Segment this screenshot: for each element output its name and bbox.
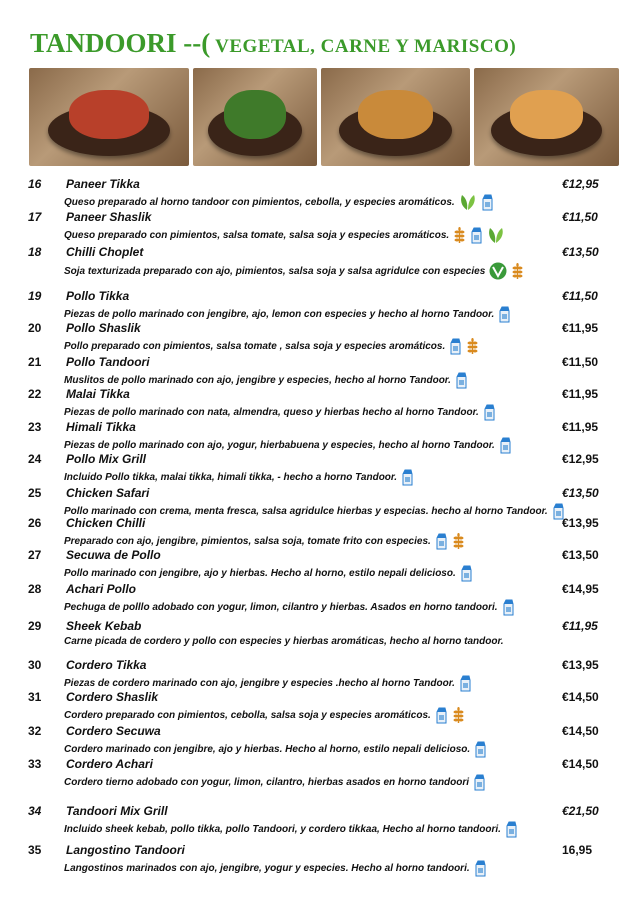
item-description [64, 707, 465, 724]
milk-icon [449, 338, 462, 355]
dish-photo-1 [29, 68, 189, 166]
item-description [64, 565, 473, 582]
item-description-text: Piezas de pollo marinado con nata, almendra, queso y hierbas hecho al horno Tandoor. [64, 407, 479, 418]
item-name: Sheek Kebab [66, 619, 142, 633]
item-description-text: Incluido sheek kebab, pollo tikka, pollo Tandoori, y cordero tikkaa, Hecho al horno tandoori. [64, 824, 501, 835]
item-description-text: Cordero preparado con pimientos, cebolla, salsa soja y especies aromáticos. [64, 710, 431, 721]
item-number: 31 [28, 690, 42, 704]
item-price: €13,95 [562, 516, 599, 530]
item-description-text: Carne picada de cordero y pollo con especies y hierbas aromáticas, hecho al horno tandoor. [64, 636, 504, 647]
item-description-text: Piezas de pollo marinado con ajo, yogur, hierbabuena y especies, hecho al horno Tandoor. [64, 440, 495, 451]
item-name: Secuwa de Pollo [66, 548, 161, 562]
item-name: Chicken Safari [66, 486, 150, 500]
dish-photo-3 [321, 68, 470, 166]
milk-icon [470, 227, 483, 244]
item-price: €21,50 [562, 804, 599, 818]
page-title [30, 28, 516, 59]
item-price: €11,50 [562, 210, 598, 224]
milk-icon [505, 821, 518, 838]
item-description [64, 821, 518, 838]
item-description [64, 404, 496, 421]
vegan-icon [489, 262, 507, 280]
milk-icon [401, 469, 414, 486]
item-number: 17 [28, 210, 42, 224]
item-number: 32 [28, 724, 42, 738]
item-name: Achari Pollo [66, 582, 137, 596]
title-main: TANDOORI --( [30, 28, 211, 58]
item-number: 33 [28, 757, 42, 771]
wheat-icon [452, 707, 465, 724]
item-number: 27 [28, 548, 42, 562]
item-price: €13,50 [562, 548, 599, 562]
milk-icon [483, 404, 496, 421]
milk-icon [473, 774, 486, 791]
item-price: €11,95 [562, 619, 598, 633]
item-name: Chilli Choplet [66, 245, 144, 259]
wheat-icon [511, 263, 524, 280]
item-name: Pollo Tikka [66, 289, 130, 303]
item-description-text: Pechuga de polllo adobado con yogur, limon, cilantro y hierbas. Asados en horno tandoori. [64, 602, 498, 613]
item-description [64, 599, 515, 616]
item-description-text: Queso preparado al horno tandoor con pimientos, cebolla, y especies aromáticos. [64, 197, 455, 208]
milk-icon [435, 533, 448, 550]
item-name: Cordero Shaslik [66, 690, 159, 704]
milk-icon [455, 372, 468, 389]
item-number: 30 [28, 658, 42, 672]
item-description [64, 338, 479, 355]
item-description [64, 469, 414, 486]
item-number: 34 [28, 804, 42, 818]
item-description-text: Langostinos marinados con ajo, jengibre, yogur y especies. Hecho al horno tandoori. [64, 863, 470, 874]
milk-icon [459, 675, 472, 692]
item-number: 23 [28, 420, 42, 434]
item-price: €11,95 [562, 420, 599, 434]
wheat-icon [466, 338, 479, 355]
item-description-text: Muslitos de pollo marinado con ajo, jengibre y especies, hecho al horno Tandoor. [64, 375, 451, 386]
item-name: Pollo Tandoori [66, 355, 150, 369]
item-number: 28 [28, 582, 42, 596]
item-description [64, 774, 486, 791]
item-number: 35 [28, 843, 42, 857]
item-name: Pollo Mix Grill [66, 452, 147, 466]
item-description-text: Queso preparado con pimientos, salsa tomate, salsa soja y especies aromáticos. [64, 230, 450, 241]
title-sub: VEGETAL, CARNE Y MARISCO) [210, 36, 517, 57]
item-number: 21 [28, 355, 42, 369]
item-number: 24 [28, 452, 42, 466]
item-price: €12,95 [562, 452, 599, 466]
dish-photo-4 [474, 68, 619, 166]
item-description-text: Pollo preparado con pimientos, salsa tomate , salsa soja y especies aromáticos. [64, 341, 446, 352]
item-number: 20 [28, 321, 42, 335]
item-number: 25 [28, 486, 42, 500]
item-price: €13,50 [562, 486, 599, 500]
item-description [64, 860, 487, 877]
milk-icon [481, 194, 494, 211]
item-price: 16,95 [562, 843, 593, 857]
item-price: €13,50 [562, 245, 599, 259]
item-price: €14,95 [562, 582, 599, 596]
item-name: Pollo Shaslik [66, 321, 141, 335]
item-description-text: Cordero tierno adobado con yogur, limon, cilantro, hierbas asados en horno tandoori [64, 777, 470, 788]
milk-icon [460, 565, 473, 582]
milk-icon [499, 437, 512, 454]
dish-photo-2 [193, 68, 317, 166]
item-price: €14,50 [562, 757, 599, 771]
item-name: Chicken Chilli [66, 516, 146, 530]
leaf-icon [487, 227, 505, 244]
item-name: Malai Tikka [66, 387, 130, 401]
item-description-text: Piezas de cordero marinado con ajo, jengibre y especies .hecho al horno Tandoor. [64, 678, 455, 689]
item-number: 22 [28, 387, 42, 401]
item-description-text: Soja texturizada preparado con ajo, pimientos, salsa soja y salsa agridulce con especies [64, 265, 486, 277]
item-description [64, 227, 505, 244]
item-description-text: Pollo marinado con crema, menta fresca, salsa agridulce hierbas y especias. hecho al horno Tandoor. [64, 506, 548, 517]
item-price: €11,50 [562, 355, 599, 369]
wheat-icon [452, 533, 465, 550]
item-description [64, 194, 494, 211]
item-description [64, 741, 487, 758]
item-name: Cordero Secuwa [66, 724, 161, 738]
wheat-icon [453, 227, 466, 244]
item-description-text: Preparado con ajo, jengibre, pimientos, salsa soja, tomate frito con especies. [64, 536, 431, 547]
milk-icon [498, 306, 511, 323]
item-name: Paneer Tikka [66, 177, 140, 191]
item-number: 18 [28, 245, 42, 259]
item-name: Paneer Shaslik [66, 210, 152, 224]
item-name: Cordero Tikka [66, 658, 147, 672]
milk-icon [435, 707, 448, 724]
leaf-icon [459, 194, 477, 211]
item-price: €11,95 [562, 387, 599, 401]
item-price: €11,50 [562, 289, 598, 303]
milk-icon [474, 741, 487, 758]
item-number: 16 [28, 177, 42, 191]
item-number: 26 [28, 516, 42, 530]
item-number: 29 [28, 619, 42, 633]
item-description-text: Cordero marinado con jengibre, ajo y hierbas. Hecho al horno, estilo nepali delicioso. [64, 744, 471, 755]
item-number: 19 [28, 289, 42, 303]
item-price: €13,95 [562, 658, 599, 672]
item-description-text: Incluido Pollo tikka, malai tikka, himali tikka, - hecho a horno Tandoor. [64, 472, 398, 483]
milk-icon [502, 599, 515, 616]
item-name: Tandoori Mix Grill [66, 804, 168, 818]
item-description-text: Piezas de pollo marinado con jengibre, ajo, lemon con especies y hecho al horno Tandoor. [64, 309, 495, 320]
item-name: Langostino Tandoori [66, 843, 185, 857]
item-name: Cordero Achari [66, 757, 153, 771]
item-price: €11,95 [562, 321, 599, 335]
item-description [64, 262, 524, 280]
item-description [64, 636, 504, 647]
item-price: €14,50 [562, 724, 599, 738]
item-price: €14,50 [562, 690, 599, 704]
milk-icon [474, 860, 487, 877]
item-name: Himali Tikka [66, 420, 136, 434]
item-price: €12,95 [562, 177, 599, 191]
item-description-text: Pollo marinado con jengibre, ajo y hierbas. Hecho al horno, estilo nepali delicioso. [64, 568, 456, 579]
